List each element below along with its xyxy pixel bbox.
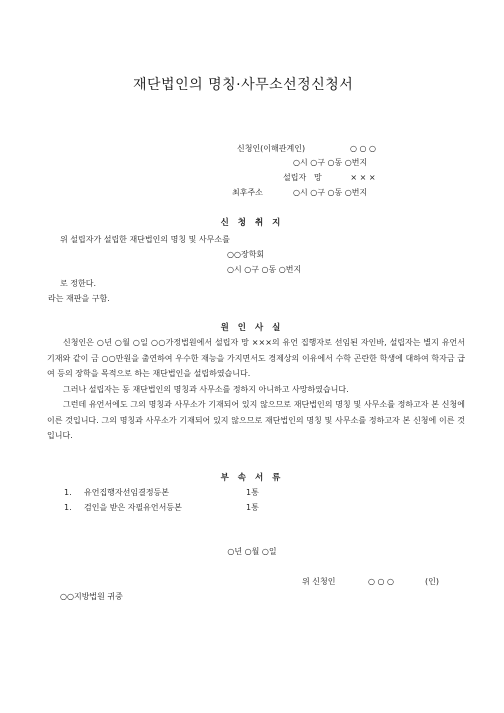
foundation-address: ○시 ○구 ○동 ○번지	[227, 265, 302, 274]
founder-status: 망	[314, 173, 322, 182]
applicant-address: ○시 ○구 ○동 ○번지	[293, 158, 368, 167]
signature-label: 위 신청인	[302, 577, 336, 586]
court-addressee: ○○지방법원 귀중	[60, 592, 123, 601]
attachment-1-number: 1.	[64, 488, 72, 497]
reason-heading: 원 인 사 실	[220, 323, 284, 333]
foundation-name: ○○장학회	[227, 250, 265, 259]
document-title: 재단법인의 명칭·사무소선정신청서	[133, 77, 354, 93]
reason-paragraph-1: 신청인은 ○년 ○월 ○일 ○○가정법원에서 설립자 망 ×××의 유언 집행자로 선임된 자인바, 설립자는 별지 유언서 기재와 같이 금 ○○만원을 출연하여 우수한 재능을 가지면서도 경제상의 이유에서 수학 곤란한 학생에 대하여 학자금 급여 등의 장학을 목적으로 하는 재단법인을 설립하였습니다.	[47, 338, 465, 378]
founder-name: × × ×	[350, 173, 376, 182]
purpose-heading: 신 청 취 지	[220, 218, 284, 228]
attachment-1-count: 1통	[246, 488, 259, 497]
purpose-line1: 위 설립자가 설립한 재단법인의 명칭 및 사무소를	[60, 235, 230, 244]
attachments-heading: 부 속 서 류	[220, 473, 284, 483]
attachment-1-name: 유언집행자선임결정등본	[84, 488, 170, 497]
reason-paragraph-2: 그러나 설립자는 동 재단법인의 명칭과 사무소를 정하지 아니하고 사망하였습니다.	[63, 384, 349, 394]
attachment-2-name: 검인을 받은 자필유언서등본	[84, 503, 182, 512]
purpose-line3: 라는 재판을 구함.	[48, 294, 110, 303]
seal-mark: (인)	[425, 577, 439, 586]
filing-date: ○년 ○월 ○일	[227, 547, 277, 556]
reason-paragraph-3: 그런데 유언서에도 그의 명칭과 사무소가 기재되어 있지 않으므로 재단법인의 명칭 및 사무소를 정하고자 본 신청에 이른 것입니다. 그의 명칭과 사무소가 기재되어 있지 않으므로 재단법인의 명칭 및 사무소를 정하고자 본 신청에 이른 것입니다.	[47, 400, 465, 440]
applicant-name: ○ ○ ○	[349, 144, 377, 153]
reason-text	[47, 335, 465, 444]
purpose-line2: 로 정한다.	[60, 279, 96, 288]
founder-label: 설립자	[283, 173, 307, 182]
attachment-2-count: 1통	[246, 503, 259, 512]
last-address-label: 최후주소	[232, 188, 263, 197]
last-address-value: ○시 ○구 ○동 ○번지	[293, 188, 368, 197]
applicant-label: 신청인(이해관계인)	[237, 144, 306, 153]
signature-name: ○ ○ ○	[367, 577, 395, 586]
attachment-2-number: 1.	[64, 503, 72, 512]
